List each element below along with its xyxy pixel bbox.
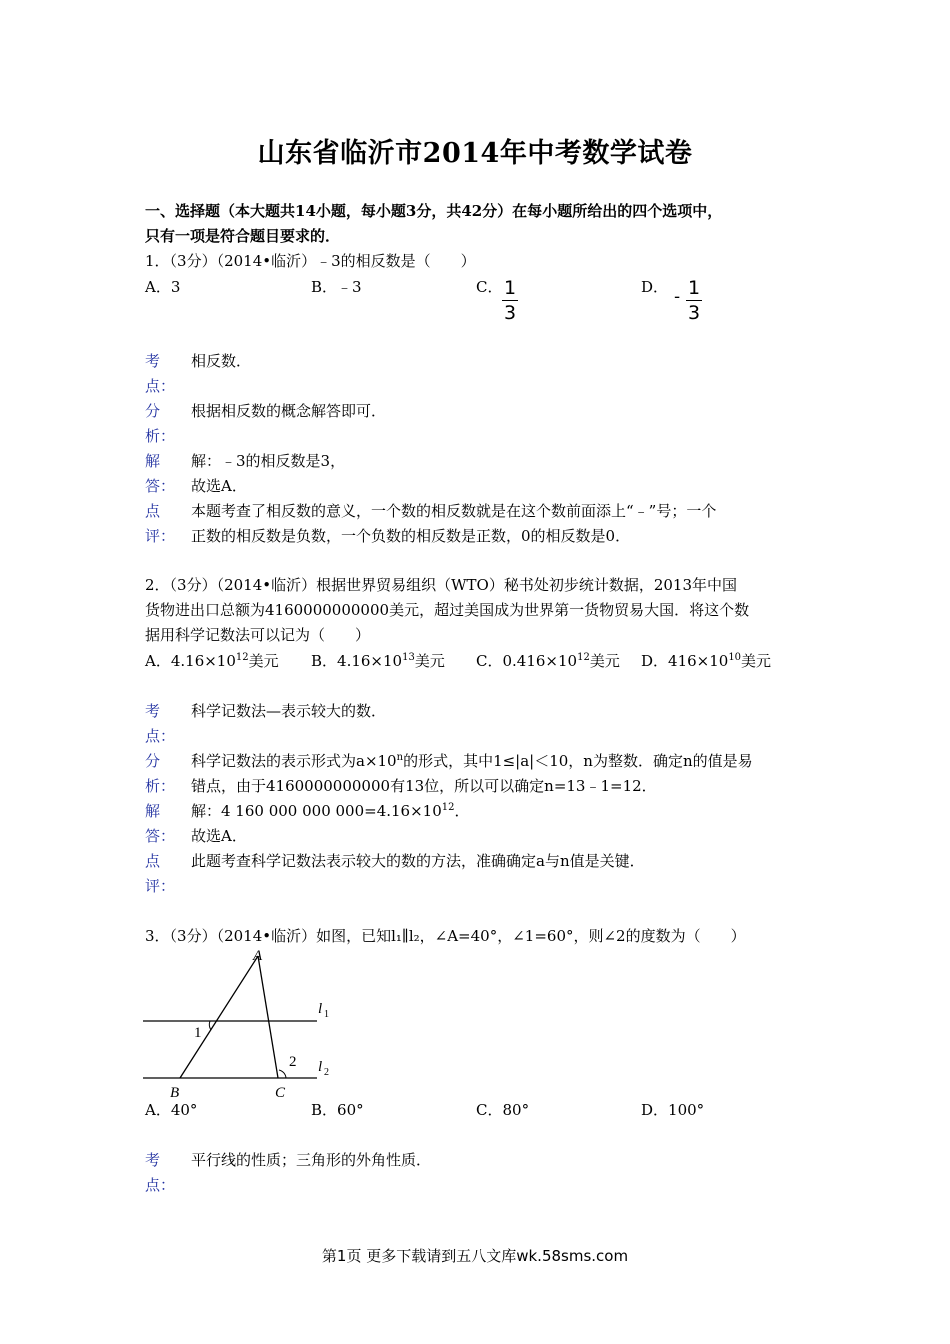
label-xi: 析：	[145, 427, 176, 445]
label-kao: 考	[145, 702, 161, 720]
q2-option-c	[476, 649, 620, 674]
q1-fenxi: 根据相反数的概念解答即可．	[191, 402, 387, 420]
q3-stem: 3．（3分）（2014•临沂）如图，已知l₁∥l₂，∠A=40°，∠1=60°，则∠2的度数为（ ）	[145, 927, 746, 945]
q2-fenxi-line2: 错点，由于4160000000000有13位，所以可以确定n=13﹣1=12．	[191, 777, 657, 795]
label-jie: 解	[145, 802, 161, 820]
q2-option-a	[145, 649, 279, 674]
label-fen: 分	[145, 402, 161, 420]
q1-d-denominator: 3	[688, 302, 701, 324]
q1-option-b: B．﹣3	[311, 278, 362, 296]
q3-option-d: D．100°	[641, 1101, 705, 1119]
page-footer: 第1页 更多下载请到五八文库wk.58sms.com	[321, 1247, 629, 1265]
label-dian2: 点	[145, 852, 161, 870]
label-l2: l	[318, 1059, 323, 1075]
label-l1: l	[318, 1001, 323, 1017]
q1-d-numerator: 1	[688, 277, 701, 299]
segment-ab	[180, 956, 258, 1078]
q2-stem-line1: 2．（3分）（2014•临沂）根据世界贸易组织（WTO）秘书处初步统计数据，2013年中国	[145, 576, 738, 594]
q1-option-a: A．3	[145, 278, 181, 296]
label-kao: 考	[145, 352, 161, 370]
q1-d-sign: -	[674, 287, 681, 307]
q2-b-post: 美元	[414, 652, 445, 670]
q1-dianping-line2: 正数的相反数是负数，一个负数的相反数是正数，0的相反数是0．	[191, 527, 631, 545]
q2-stem-line3: 据用科学记数法可以记为（ ）	[145, 626, 371, 644]
q1-kaodian: 相反数．	[191, 352, 252, 370]
label-B: B	[170, 1085, 180, 1100]
label-angle1: 1	[194, 1025, 202, 1041]
q2-c-post: 美元	[589, 652, 620, 670]
q2-c-exp: 12	[577, 652, 590, 663]
q1-jieda-line1: 解：﹣3的相反数是3，	[191, 452, 346, 470]
q2-jieda-line2: 故选A．	[191, 827, 247, 845]
q3-figure	[140, 944, 350, 1100]
q2-a-pre: A．4.16×10	[145, 652, 236, 670]
label-angle2: 2	[289, 1054, 297, 1070]
label-da: 答：	[145, 827, 176, 845]
q2-fenxi-line1	[191, 749, 753, 774]
q2-jieda-exp: 12	[441, 802, 455, 813]
q2-d-pre: D．416×10	[641, 652, 729, 670]
q2-a-exp: 12	[235, 652, 249, 663]
label-ping: 评：	[145, 527, 176, 545]
q2-jieda-line1	[191, 799, 470, 824]
label-da: 答：	[145, 477, 176, 495]
q2-dianping: 此题考查科学记数法表示较大的数的方法，准确确定a与n值是关键．	[191, 852, 645, 870]
q1-option-d-fraction	[686, 278, 702, 323]
angle2-arc	[279, 1070, 286, 1078]
q2-fenxi-exp: n	[396, 752, 404, 763]
label-C: C	[275, 1085, 286, 1100]
q3-option-b: B．60°	[311, 1101, 364, 1119]
label-dian2: 点	[145, 502, 161, 520]
q1-c-denominator: 3	[504, 302, 517, 324]
label-l2-sub: 2	[324, 1067, 329, 1078]
q1-option-c-fraction	[502, 278, 518, 323]
q3-option-c: C．80°	[476, 1101, 530, 1119]
page-title: 山东省临沂市2014年中考数学试卷	[257, 138, 693, 169]
q2-b-exp: 13	[402, 652, 415, 663]
section-heading-line1: 一、选择题（本大题共14小题，每小题3分，共42分）在每小题所给出的四个选项中，	[145, 202, 723, 220]
q2-option-b	[311, 649, 445, 674]
section-heading-line2: 只有一项是符合题目要求的．	[145, 227, 341, 245]
q2-kaodian: 科学记数法—表示较大的数．	[191, 702, 387, 720]
label-dian: 点：	[145, 1176, 176, 1194]
label-kao: 考	[145, 1151, 161, 1169]
q2-fenxi-pre: 科学记数法的表示形式为a×10	[191, 752, 397, 770]
q2-c-pre: C．0.416×10	[476, 652, 578, 670]
q2-a-post: 美元	[248, 652, 279, 670]
label-A: A	[253, 948, 263, 964]
label-jie: 解	[145, 452, 161, 470]
q2-jieda-pre: 解：4 160 000 000 000=4.16×10	[191, 802, 442, 820]
label-ping: 评：	[145, 877, 176, 895]
label-xi: 析：	[145, 777, 176, 795]
angle1-arc	[209, 1021, 211, 1030]
label-l1-sub: 1	[324, 1009, 329, 1020]
q2-jieda-post: ．	[454, 802, 470, 820]
q2-b-pre: B．4.16×10	[311, 652, 403, 670]
q2-d-post: 美元	[741, 652, 772, 670]
q2-stem-line2: 货物进出口总额为4160000000000美元，超过美国成为世界第一货物贸易大国．将这个数	[145, 601, 750, 619]
label-dian: 点：	[145, 727, 176, 745]
q2-d-exp: 10	[728, 652, 742, 663]
q2-option-d	[641, 649, 771, 674]
q1-jieda-line2: 故选A．	[191, 477, 247, 495]
q3-kaodian: 平行线的性质；三角形的外角性质．	[191, 1151, 432, 1169]
q2-fenxi-post: 的形式，其中1≤|a|＜10，n为整数．确定n的值是易	[403, 752, 753, 770]
q1-dianping-line1: 本题考查了相反数的意义，一个数的相反数就是在这个数前面添上“﹣”号；一个	[191, 502, 717, 520]
q1-stem: 1．（3分）（2014•临沂）﹣3的相反数是（ ）	[145, 252, 476, 270]
label-dian: 点：	[145, 377, 176, 395]
q1-option-c-prefix: C．	[476, 278, 503, 296]
label-fen: 分	[145, 752, 161, 770]
q1-option-d-prefix: D．	[641, 278, 669, 296]
segment-ac	[258, 956, 278, 1078]
q3-option-a: A．40°	[145, 1101, 198, 1119]
q1-c-numerator: 1	[504, 277, 517, 299]
